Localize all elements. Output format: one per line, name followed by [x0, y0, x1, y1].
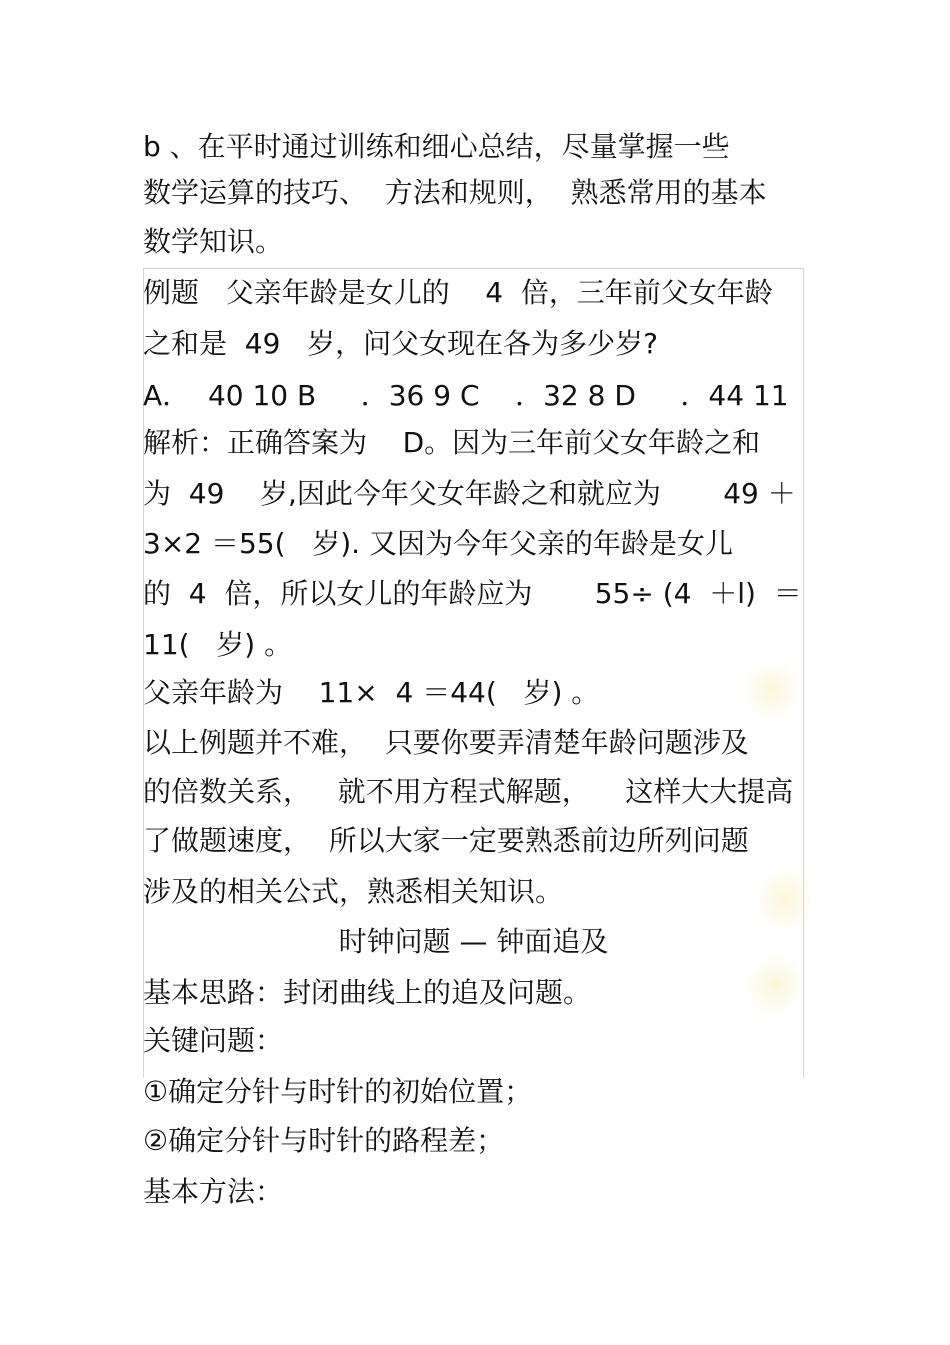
text-line: A． 40 10 B ．36 9 C ．32 8 D ．44 11 [143, 379, 789, 412]
text-line: 为 49 岁,因此今年父女年龄之和就应为 49 ＋ [143, 477, 796, 510]
text-line: 基本思路：封闭曲线上的追及问题。 [143, 976, 592, 1009]
text-line: 之和是 49 岁，问父女现在各为多少岁? [143, 327, 658, 360]
text-line: 的 4 倍，所以女儿的年龄应为 55÷ (4 ＋l) ＝ [143, 577, 802, 610]
text-line: b 、在平时通过训练和细心总结，尽量掌握一些 [143, 130, 730, 163]
text-line: 解析：正确答案为 D。因为三年前父女年龄之和 [143, 426, 761, 459]
text-line: 以上例题并不难， 只要你要弄清楚年龄问题涉及 [143, 726, 749, 759]
text-line: 数学运算的技巧、 方法和规则， 熟悉常用的基本 [143, 176, 767, 209]
paper-stain [742, 660, 802, 720]
list-item: ①确定分针与时针的初始位置； [143, 1075, 533, 1108]
text-line: 了做题速度， 所以大家一定要熟悉前边所列问题 [143, 824, 749, 857]
text-line: 关键问题： [143, 1024, 284, 1057]
paper-stain [748, 950, 803, 1020]
text-line: 数学知识。 [143, 225, 284, 258]
text-line: 基本方法： [143, 1175, 284, 1208]
text-line: 的倍数关系， 就不用方程式解题， 这样大大提高 [143, 775, 794, 808]
text-line: 3×2 ＝55( 岁). 又因为今年父亲的年龄是女儿 [143, 527, 733, 560]
list-item: ②确定分针与时针的路程差； [143, 1124, 505, 1157]
text-line: 涉及的相关公式，熟悉相关知识。 [143, 875, 564, 908]
text-line: 父亲年龄为 11× 4 ＝44( 岁) 。 [143, 676, 600, 709]
text-line: 例题 父亲年龄是女儿的 4 倍，三年前父女年龄 [143, 276, 773, 309]
section-heading: 时钟问题 — 钟面追及 [338, 925, 609, 958]
text-line: 11( 岁) 。 [143, 628, 293, 661]
